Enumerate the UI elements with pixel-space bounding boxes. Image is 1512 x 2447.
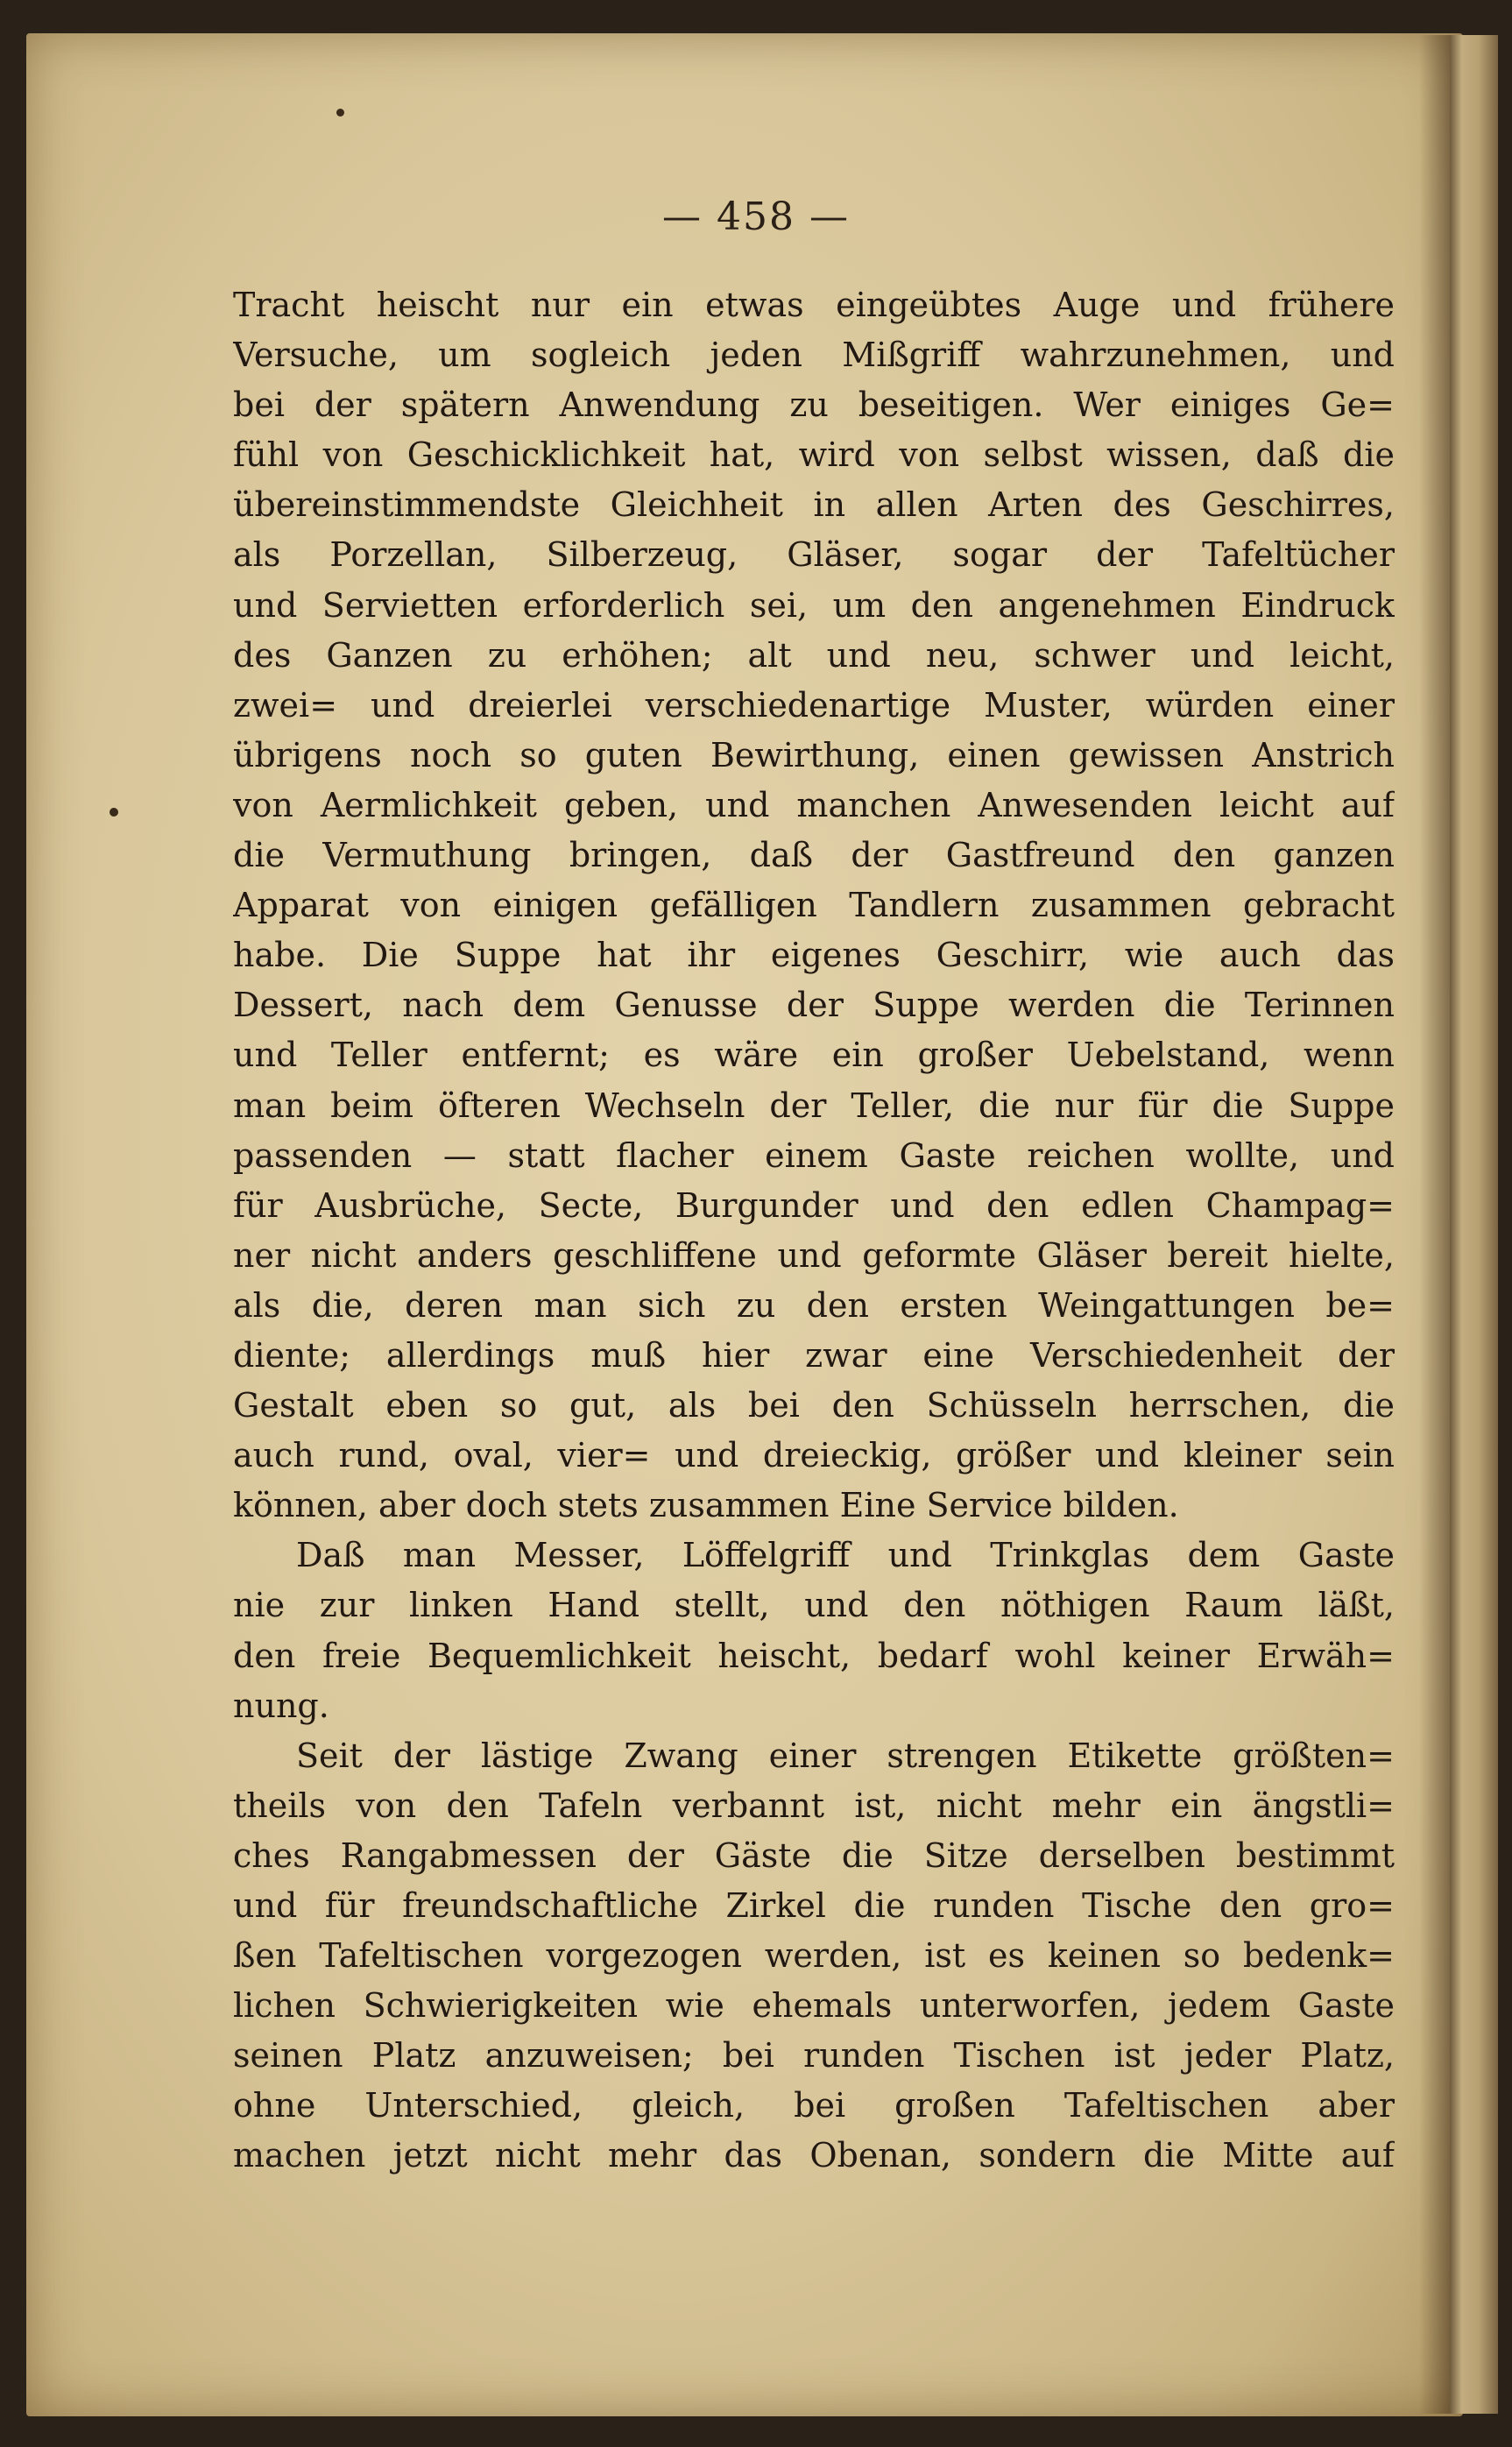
text-line: Apparat von einigen gefälligen Tandlern zusammen gebracht: [233, 886, 1395, 925]
text-line: als die, deren man sich zu den ersten Weingattungen be=: [233, 1285, 1395, 1325]
text-line: lichen Schwierigkeiten wie ehemals unterworfen, jedem Gaste: [233, 1986, 1395, 2026]
text-line: und für freundschaftliche Zirkel die runden Tische den gro=: [233, 1886, 1395, 1925]
text-line: Dessert, nach dem Genusse der Suppe werden die Terinnen: [233, 986, 1395, 1025]
ink-speck: [110, 808, 118, 817]
text-line: theils von den Tafeln verbannt ist, nicht mehr ein ängstli=: [233, 1786, 1395, 1825]
adjacent-page-edge: [1450, 35, 1498, 2414]
text-line: zwei= und dreierlei verschiedenartige Muster, würden einer: [233, 685, 1395, 725]
page-number: — 458 —: [662, 194, 850, 239]
text-line: übrigens noch so guten Bewirthung, einen gewissen Anstrich: [233, 735, 1395, 774]
text-line: man beim öfteren Wechseln der Teller, die nur für die Suppe: [233, 1086, 1395, 1125]
text-line: Gestalt eben so gut, als bei den Schüsseln herrschen, die: [233, 1386, 1395, 1425]
text-line: und Teller entfernt; es wäre ein großer Uebelstand, wenn: [233, 1036, 1395, 1075]
text-line: von Aermlichkeit geben, und manchen Anwesenden leicht auf: [233, 785, 1395, 824]
text-line: übereinstimmendste Gleichheit in allen Arten des Geschirres,: [233, 485, 1395, 525]
text-line: den freie Bequemlichkeit heischt, bedarf wohl keiner Erwäh=: [233, 1636, 1395, 1675]
text-line: Seit der lästige Zwang einer strengen Etikette größten=: [296, 1736, 1395, 1775]
text-line: ohne Unterschied, gleich, bei großen Tafeltischen aber: [233, 2086, 1395, 2125]
text-line: Versuche, um sogleich jeden Mißgriff wahrzunehmen, und: [233, 336, 1395, 375]
page-gutter-shadow: [1419, 35, 1454, 2414]
text-line: bei der spätern Anwendung zu beseitigen. Wer einiges Ge=: [233, 385, 1395, 425]
text-line: ner nicht anders geschliffene und geformte Gläser bereit hielte,: [233, 1235, 1395, 1275]
text-line: machen jetzt nicht mehr das Obenan, sondern die Mitte auf: [233, 2136, 1395, 2175]
text-line: diente; allerdings muß hier zwar eine Verschiedenheit der: [233, 1335, 1395, 1375]
text-line: seinen Platz anzuweisen; bei runden Tischen ist jeder Platz,: [233, 2036, 1395, 2076]
text-line: als Porzellan, Silberzeug, Gläser, sogar der Tafeltücher: [233, 535, 1395, 575]
text-line: nung.: [233, 1686, 329, 1725]
ink-speck: [336, 109, 344, 117]
text-line: des Ganzen zu erhöhen; alt und neu, schwer und leicht,: [233, 635, 1395, 675]
text-line: die Vermuthung bringen, daß der Gastfreund den ganzen: [233, 836, 1395, 875]
text-line: können, aber doch stets zusammen Eine Service bilden.: [233, 1486, 1179, 1525]
text-line: für Ausbrüche, Secte, Burgunder und den edlen Champag=: [233, 1185, 1395, 1225]
text-line: und Servietten erforderlich sei, um den angenehmen Eindruck: [233, 585, 1395, 625]
text-line: Daß man Messer, Löffelgriff und Trinkglas dem Gaste: [296, 1536, 1395, 1575]
text-line: ches Rangabmessen der Gäste die Sitze derselben bestimmt: [233, 1835, 1395, 1875]
body-text: [233, 280, 1395, 2182]
text-line: passenden — statt flacher einem Gaste reichen wollte, und: [233, 1135, 1395, 1175]
text-line: habe. Die Suppe hat ihr eigenes Geschirr, wie auch das: [233, 936, 1395, 975]
text-line: fühl von Geschicklichkeit hat, wird von selbst wissen, daß die: [233, 435, 1395, 475]
text-line: nie zur linken Hand stellt, und den nöthigen Raum läßt,: [233, 1586, 1395, 1625]
text-line: ßen Tafeltischen vorgezogen werden, ist es keinen so bedenk=: [233, 1936, 1395, 1976]
text-line: auch rund, oval, vier= und dreieckig, größer und kleiner sein: [233, 1436, 1395, 1475]
text-line: Tracht heischt nur ein etwas eingeübtes Auge und frühere: [233, 286, 1395, 324]
